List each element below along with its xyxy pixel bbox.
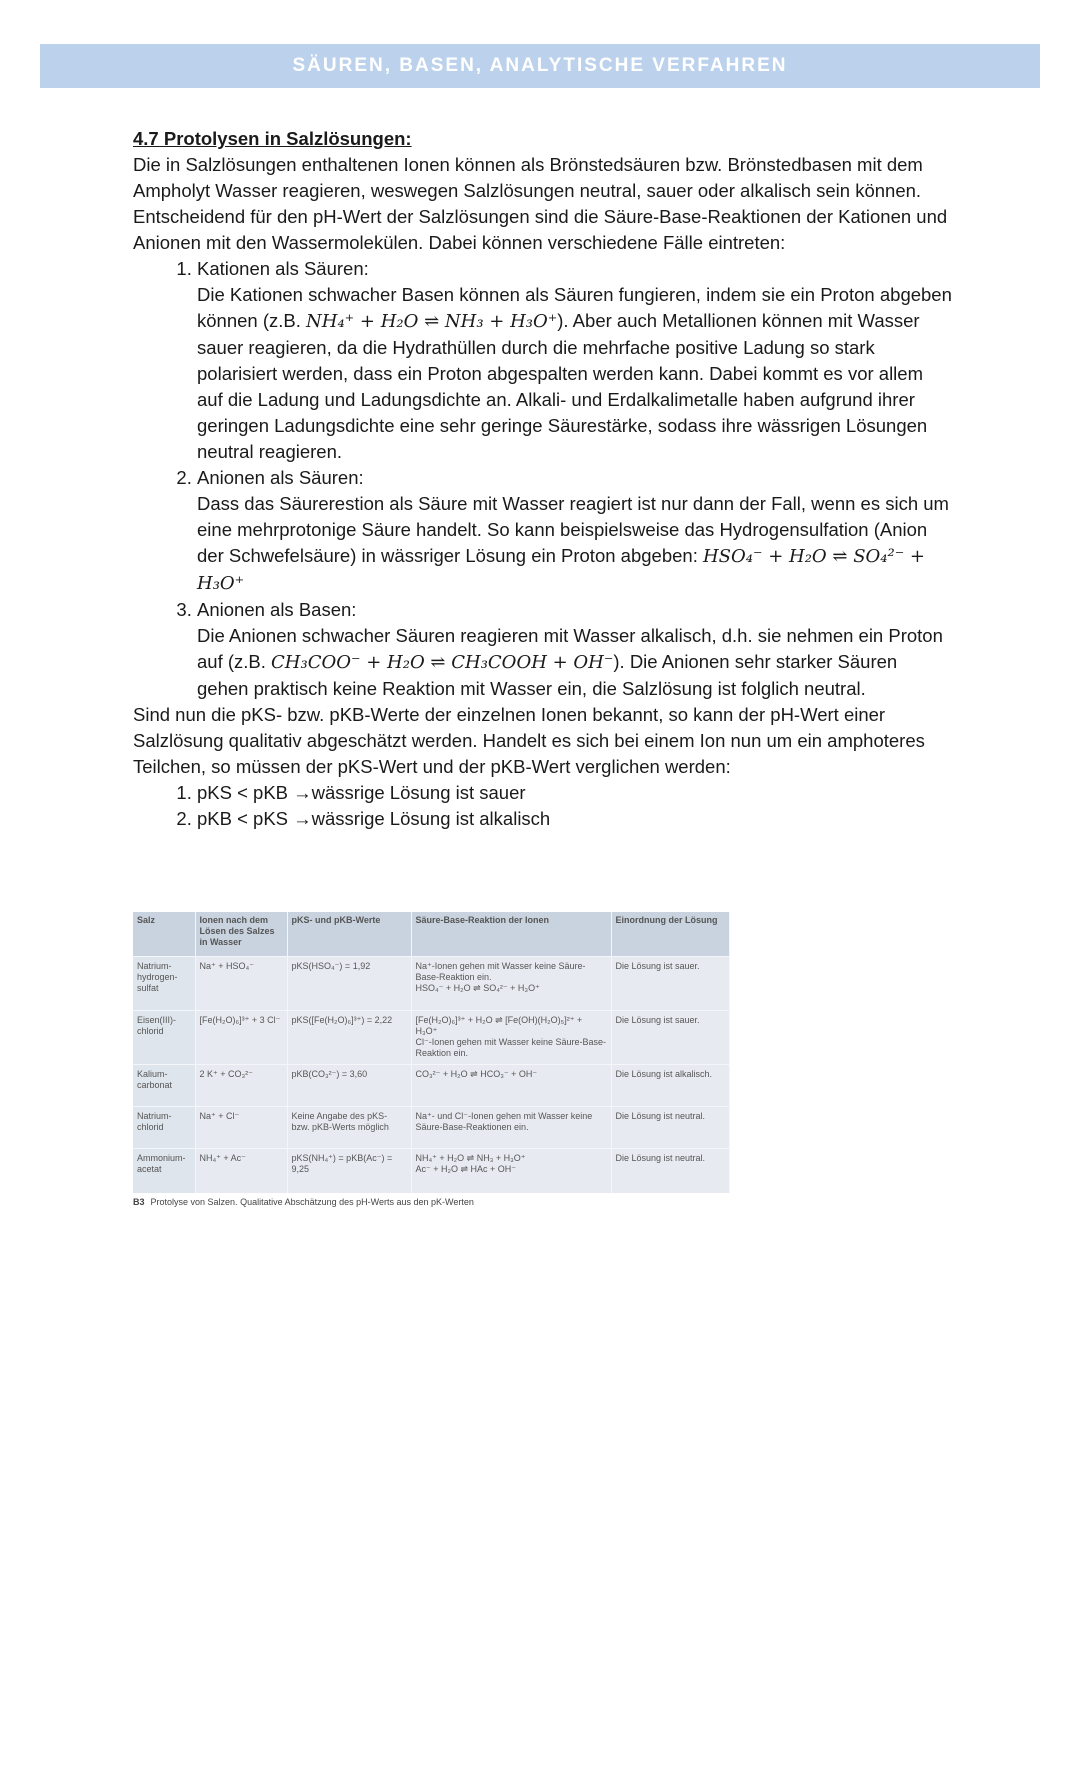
summary-paragraph: Sind nun die pKS- bzw. pKB-Werte der einzelnen Ionen bekannt, so kann der pH-Wert einer Salzlösung qualitativ abgeschätzt werden. Handelt es sich bei einem Ion nun um ein amphoteres Teilchen, so müssen der pKS-Wert und der pKB-Wert verglichen werden: <box>133 704 925 777</box>
table-cell <box>411 1107 611 1149</box>
column-header: Ionen nach dem Lösen des Salzes in Wasser <box>195 912 287 957</box>
column-header: pKS- und pKB-Werte <box>287 912 411 957</box>
caption-number: B3 <box>133 1196 145 1207</box>
comparison-list <box>133 780 953 832</box>
table-cell: Eisen(III)-chlorid <box>133 1011 195 1065</box>
list-item <box>197 465 953 597</box>
table-cell <box>411 1149 611 1193</box>
reaction-line: Na⁺-Ionen gehen mit Wasser keine Säure-Base-Reaktion ein. <box>415 961 586 982</box>
table-row <box>133 1107 729 1149</box>
list-item <box>197 597 953 702</box>
salt-protolysis-table <box>133 912 730 1193</box>
column-header: Einordnung der Lösung <box>611 912 729 957</box>
case-text: Die Kationen schwacher Basen können als Säuren fungieren, indem sie ein Proton abgeben können (z.B. NH₄⁺ + H₂O ⇌ NH₃ + H₃O⁺). Aber auch Metallionen können mit Wasser sauer reagieren, da die Hydrathüllen durch die mehrfache positive Ladung so stark polarisiert werden, dass ein Proton abgespalten werden kann. Dabei kommt es vor allem auf die Ladung und Ladungsdichte an. Alkali- und Erdalkalimetalle haben aufgrund ihrer geringen Ladungsdichte eine sehr geringe Säurestärke, sodass ihre wässrigen Lösungen neutral reagieren. <box>197 284 952 462</box>
table-cell <box>411 957 611 1011</box>
table-cell: Die Lösung ist sauer. <box>611 1011 729 1065</box>
table-cell: pKS(NH₄⁺) = pKB(Ac⁻) = 9,25 <box>287 1149 411 1193</box>
table-row <box>133 1149 729 1193</box>
table-cell: Keine Angabe des pKS- bzw. pKB-Werts möglich <box>287 1107 411 1149</box>
case-text: Dass das Säurerestion als Säure mit Wasser reagiert ist nur dann der Fall, wenn es sich um eine mehrprotonige Säure handelt. So kann beispielsweise das Hydrogensulfation (Anion der Schwefelsäure) in wässriger Lösung ein Proton abgeben: HSO₄⁻ + H₂O ⇌ SO₄²⁻ + H₃O⁺ <box>197 493 949 594</box>
column-header: Salz <box>133 912 195 957</box>
table-cell: pKS(HSO₄⁻) = 1,92 <box>287 957 411 1011</box>
list-item <box>197 256 953 465</box>
section-title: 4.7 Protolysen in Salzlösungen: <box>133 128 412 149</box>
table-cell: Na⁺ + Cl⁻ <box>195 1107 287 1149</box>
table-cell: NH₄⁺ + Ac⁻ <box>195 1149 287 1193</box>
table-caption <box>133 1197 729 1207</box>
main-content <box>133 126 953 832</box>
table-cell: pKB(CO₃²⁻) = 3,60 <box>287 1065 411 1107</box>
list-item: 2. pKB < pKS →wässrige Lösung ist alkalisch <box>197 806 953 832</box>
reaction-line: Ac⁻ + H₂O ⇌ HAc + OH⁻ <box>415 1164 517 1174</box>
equation: CH₃COO⁻ + H₂O ⇌ CH₃COOH + OH⁻ <box>271 652 614 673</box>
column-header: Säure-Base-Reaktion der Ionen <box>411 912 611 957</box>
reaction-line: HSO₄⁻ + H₂O ⇌ SO₄²⁻ + H₃O⁺ <box>415 983 540 993</box>
table-cell: Die Lösung ist neutral. <box>611 1149 729 1193</box>
case-text: Die Anionen schwacher Säuren reagieren mit Wasser alkalisch, d.h. sie nehmen ein Proton auf (z.B. CH₃COO⁻ + H₂O ⇌ CH₃COOH + OH⁻). Die Anionen sehr starker Säuren gehen praktisch keine Reaktion mit Wasser ein, die Salzlösung ist folglich neutral. <box>197 625 943 699</box>
table-cell: 2 K⁺ + CO₃²⁻ <box>195 1065 287 1107</box>
salt-table-figure <box>133 912 729 1207</box>
table-cell: pKS([Fe(H₂O)₆]³⁺) = 2,22 <box>287 1011 411 1065</box>
table-cell: Kalium-carbonat <box>133 1065 195 1107</box>
table-header-row <box>133 912 729 957</box>
reaction-line: Na⁺- und Cl⁻-Ionen gehen mit Wasser keine Säure-Base-Reaktionen ein. <box>415 1111 593 1132</box>
cases-list <box>133 256 953 702</box>
table-cell <box>411 1065 611 1107</box>
reaction-line: [Fe(H₂O)₆]³⁺ + H₂O ⇌ [Fe(OH)(H₂O)₅]²⁺ + H₃O⁺ <box>415 1015 583 1036</box>
table-cell <box>411 1011 611 1065</box>
table-row <box>133 957 729 1011</box>
reaction-line: NH₄⁺ + H₂O ⇌ NH₃ + H₃O⁺ <box>415 1153 526 1163</box>
reaction-line: CO₃²⁻ + H₂O ⇌ HCO₃⁻ + OH⁻ <box>415 1069 538 1079</box>
reaction-line: Cl⁻-Ionen gehen mit Wasser keine Säure-Base-Reaktion ein. <box>415 1037 607 1058</box>
list-item: 1. pKS < pKB →wässrige Lösung ist sauer <box>197 780 953 806</box>
case-heading: 3. Anionen als Basen: <box>197 599 357 620</box>
table-row <box>133 1065 729 1107</box>
equation: NH₄⁺ + H₂O ⇌ NH₃ + H₃O⁺ <box>306 311 558 332</box>
table-cell: Ammonium-acetat <box>133 1149 195 1193</box>
table-cell: [Fe(H₂O)₆]³⁺ + 3 Cl⁻ <box>195 1011 287 1065</box>
table-cell: Die Lösung ist neutral. <box>611 1107 729 1149</box>
caption-text: Protolyse von Salzen. Qualitative Abschätzung des pH-Werts aus den pK-Werten <box>150 1196 474 1207</box>
table-cell: Natrium-hydrogen-sulfat <box>133 957 195 1011</box>
intro-paragraph: Die in Salzlösungen enthaltenen Ionen können als Brönstedsäuren bzw. Brönstedbasen mit dem Ampholyt Wasser reagieren, weswegen Salzlösungen neutral, sauer oder alkalisch sein können. Entscheidend für den pH-Wert der Salzlösungen sind die Säure-Base-Reaktionen der Kationen und Anionen mit den Wassermolekülen. Dabei können verschiedene Fälle eintreten: <box>133 154 948 253</box>
equation: HSO₄⁻ + H₂O ⇌ SO₄²⁻ + H₃O⁺ <box>197 546 926 594</box>
chapter-banner: SÄUREN, BASEN, ANALYTISCHE VERFAHREN <box>40 44 1040 88</box>
case-heading: 1. Kationen als Säuren: <box>197 258 369 279</box>
table-cell: Die Lösung ist sauer. <box>611 957 729 1011</box>
table-cell: Die Lösung ist alkalisch. <box>611 1065 729 1107</box>
table-cell: Na⁺ + HSO₄⁻ <box>195 957 287 1011</box>
table-row <box>133 1011 729 1065</box>
case-heading: 2. Anionen als Säuren: <box>197 467 364 488</box>
table-cell: Natrium-chlorid <box>133 1107 195 1149</box>
